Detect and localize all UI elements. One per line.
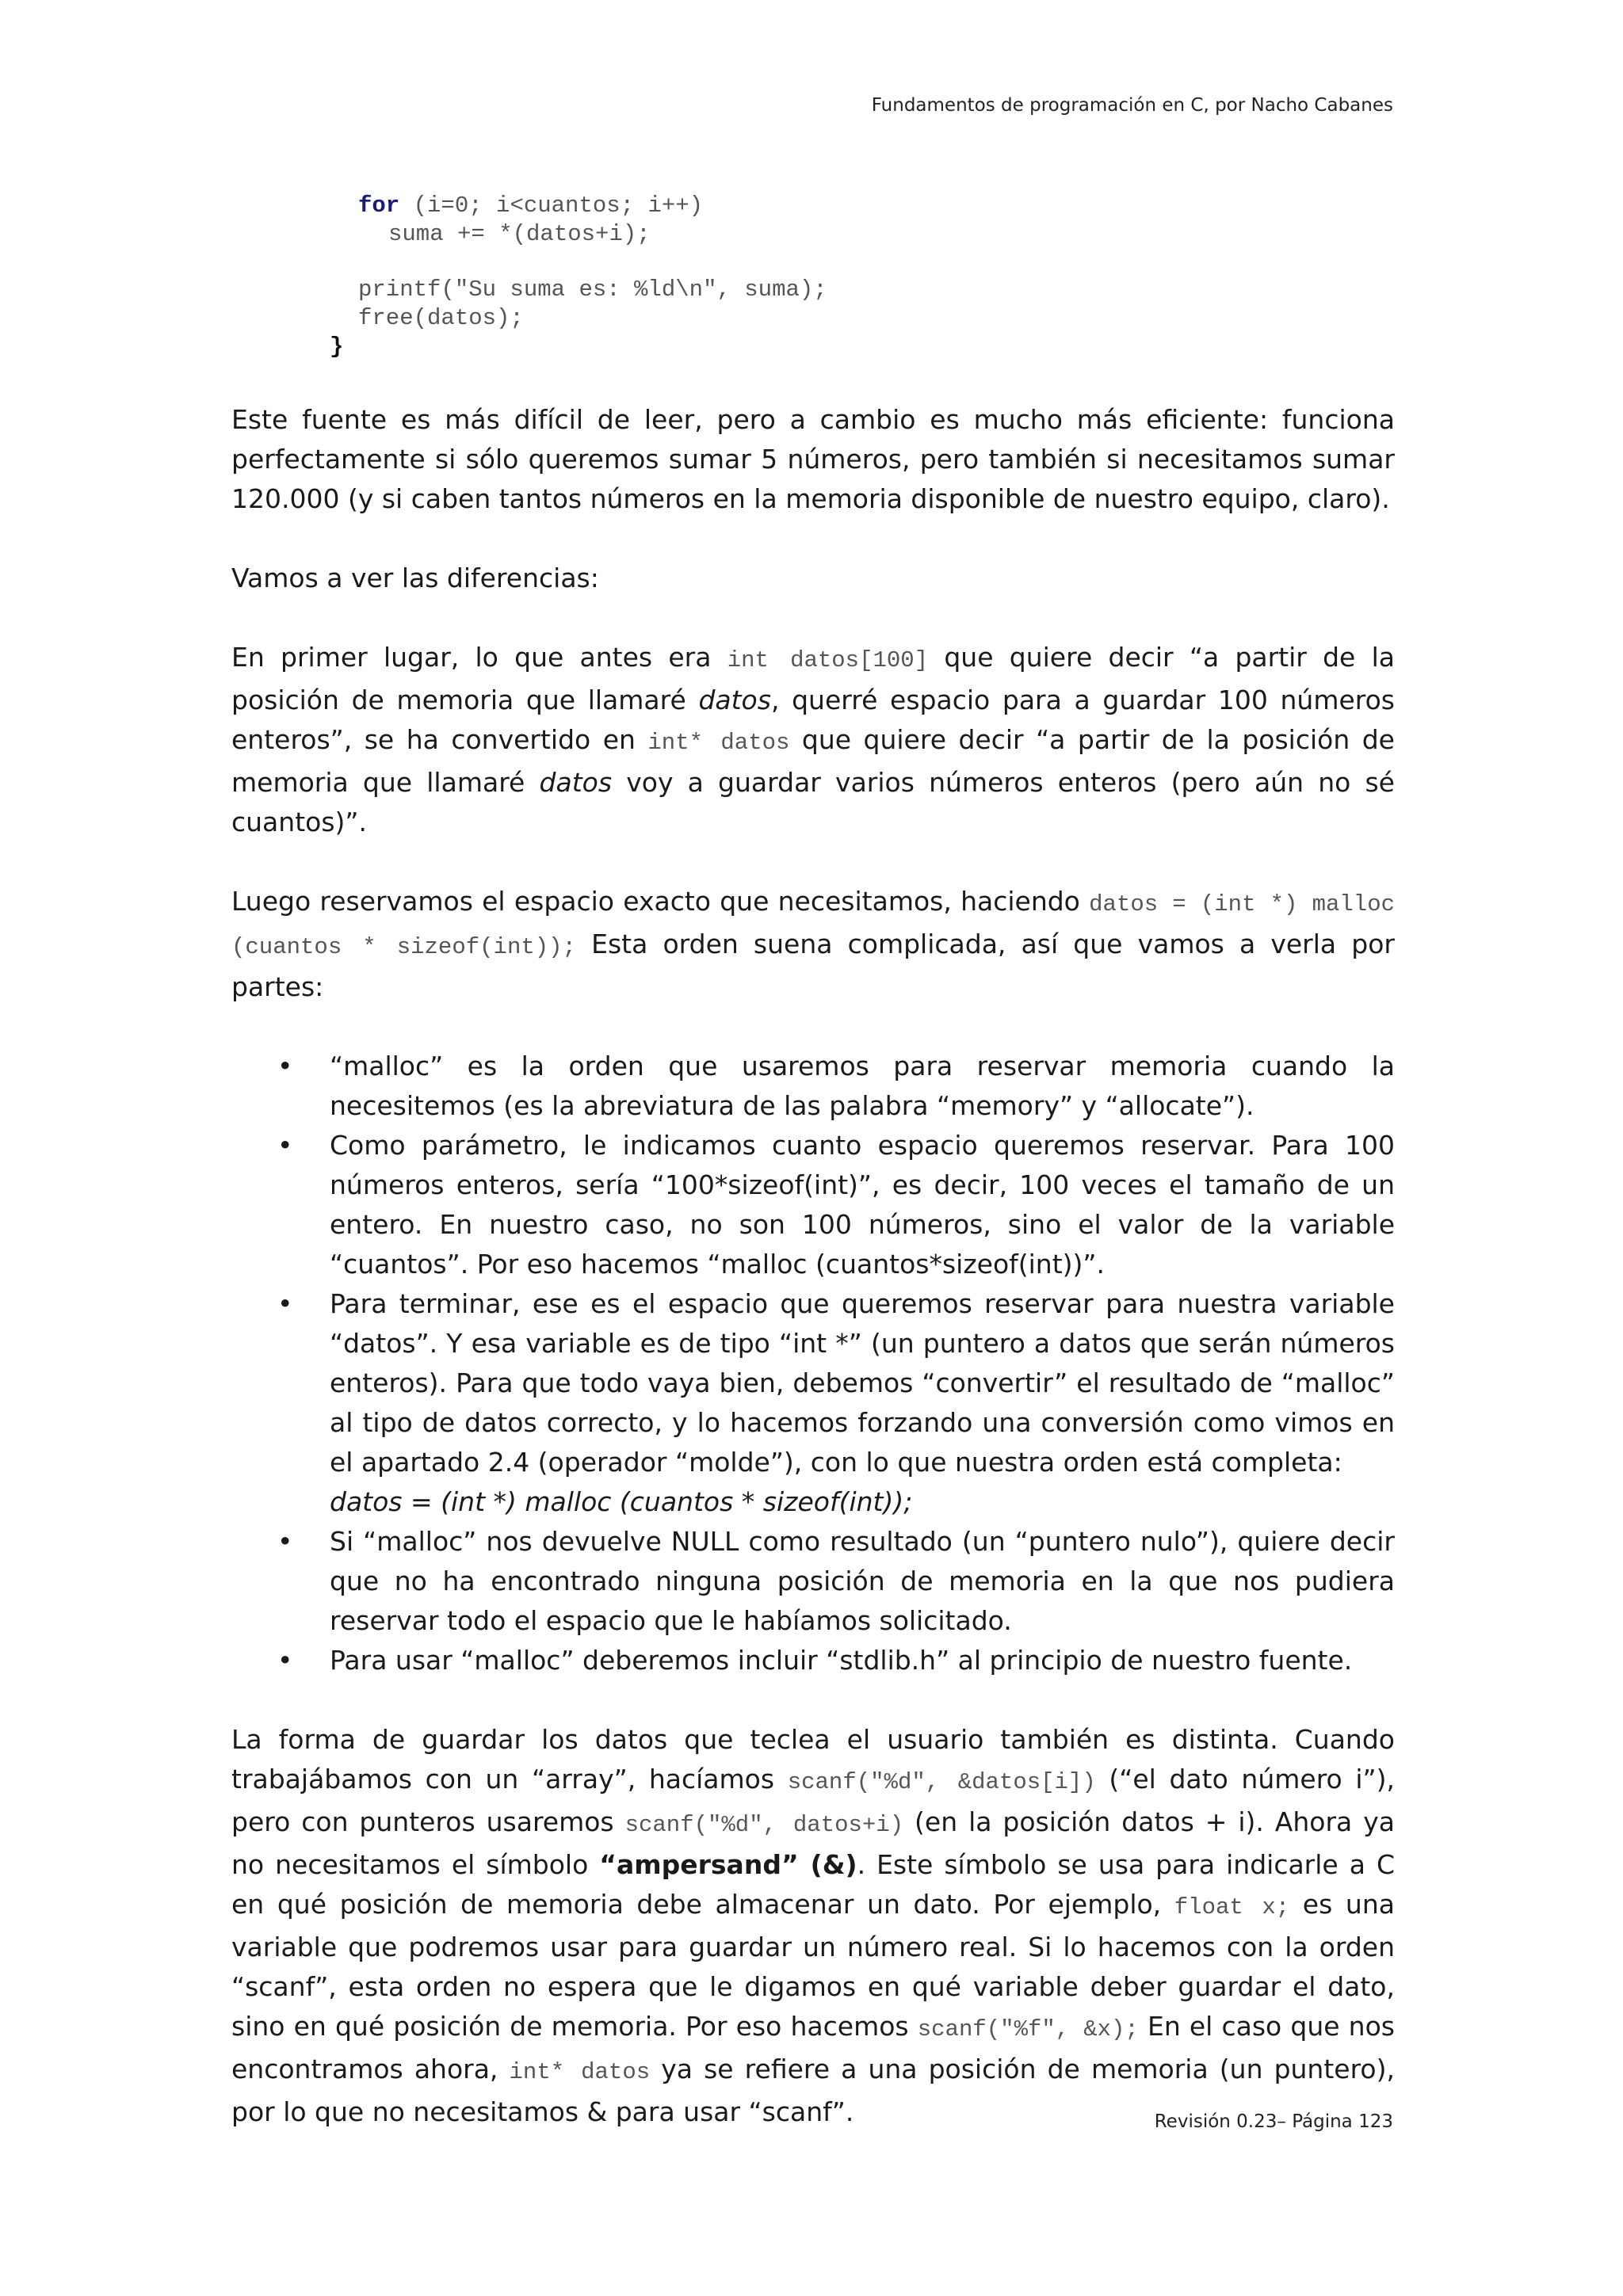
list-item: • Si “malloc” nos devuelve NULL como resultado (un “puntero nulo”), quiere decir que no ha encontrado ninguna posición de memoria en la que nos pudiera reservar todo el espacio que le habíamos solicitado. (231, 1522, 1395, 1641)
bold-ampersand: “ampersand” (&) (599, 1849, 857, 1880)
list-item: • “malloc” es la orden que usaremos para reservar memoria cuando la necesitemos (es la abreviatura de las palabra “memory” y “allocate”). (231, 1047, 1395, 1126)
inline-code-scanf-float: scanf("%f", &x); (917, 2016, 1139, 2042)
body-text (231, 400, 1395, 2172)
inline-code-scanf-array: scanf("%d", &datos[i]) (787, 1769, 1096, 1795)
bullet-icon: • (277, 1051, 293, 1081)
list-item: • Para terminar, ese es el espacio que queremos reservar para nuestra variable “datos”. Y esa variable es de tipo “int *” (un puntero a datos que serán números enteros). Para que todo vaya bien, debemos “convertir” el resultado de “malloc” al tipo de datos correcto, y lo hacemos forzando una conversión como vimos en el apartado 2.4 (operador “molde”), con lo que nuestra orden está completa: datos = (int *) malloc (cuantos * sizeof(int)); (231, 1284, 1395, 1522)
inline-code-int-ptr-datos: int* datos (647, 730, 790, 756)
paragraph-intro: Este fuente es más difícil de leer, pero a cambio es mucho más eficiente: funciona perfectamente si sólo queremos sumar 5 números, pero también si necesitamos sumar 120.000 (y si caben tantos números en la memoria disponible de nuestro equipo, claro). (231, 404, 1395, 514)
paragraph-differences: Vamos a ver las diferencias: (231, 563, 599, 593)
paragraph-malloc: Luego reservamos el espacio exacto que necesitamos, haciendo datos = (int *) malloc (cuantos * sizeof(int)); Esta orden suena complicada, así que vamos a verla por partes: (231, 886, 1395, 1002)
code-line-printf: printf("Su suma es: %ld\n", suma); (358, 277, 827, 303)
code-line-free: free(datos); (358, 305, 524, 331)
paragraph-scanf: La forma de guardar los datos que teclea el usuario también es distinta. Cuando trabajábamos con un “array”, hacíamos scanf("%d", &datos[i]) (“el dato número i”), pero con punteros usaremos scanf("%d", datos+i) (en la posición datos + i). Ahora ya no necesitamos el símbolo “ampersand” (&). Este símbolo se usa para indicarle a C en qué posición de memoria debe almacenar un dato. Por ejemplo, float x; es una variable que podremos usar para guardar un número real. Si lo hacemos con la orden “scanf”, esta orden no espera que le digamos en qué variable deber guardar el dato, sino en qué posición de memoria. Por eso hacemos scanf("%f", &x); En el caso que nos encontramos ahora, int* datos ya se refiere a una posición de memoria (un puntero), por lo que no necesitamos & para usar “scanf”. (231, 1724, 1395, 2127)
bullet-icon: • (277, 1130, 293, 1161)
bullet-list (231, 1047, 1395, 1680)
bullet-icon: • (277, 1526, 293, 1557)
code-line-for: for (i=0; i<cuantos; i++) (358, 193, 704, 219)
list-item: • Para usar “malloc” deberemos incluir “stdlib.h” al principio de nuestro fuente. (231, 1641, 1395, 1680)
inline-code-int-ptr-datos-2: int* datos (509, 2059, 651, 2085)
code-line-close-brace: } (330, 334, 344, 360)
inline-code-malloc: datos = (int *) malloc (cuantos * sizeof(int)); (231, 891, 1395, 960)
paragraph-first-difference: En primer lugar, lo que antes era int datos[100] que quiere decir “a partir de la posición de memoria que llamaré datos, querré espacio para a guardar 100 números enteros”, se ha convertido en int* datos que quiere decir “a partir de la posición de memoria que llamaré datos voy a guardar varios números enteros (pero aún no sé cuantos)”. (231, 642, 1395, 837)
bullet-icon: • (277, 1645, 293, 1676)
italic-code-line: datos = (int *) malloc (cuantos * sizeof(int)); (330, 1486, 913, 1517)
page-header: Fundamentos de programación en C, por Nacho Cabanes (871, 95, 1393, 116)
inline-code-float-x: float x; (1174, 1894, 1290, 1920)
inline-code-int-datos-100: int datos[100] (727, 647, 929, 673)
inline-code-scanf-pointer: scanf("%d", datos+i) (624, 1812, 904, 1838)
page-footer: Revisión 0.23– Página 123 (1154, 2111, 1393, 2132)
code-line-sum: suma += *(datos+i); (388, 221, 651, 247)
list-item: • Como parámetro, le indicamos cuanto espacio queremos reservar. Para 100 números enteros, sería “100*sizeof(int)”, es decir, 100 veces el tamaño de un entero. En nuestro caso, no son 100 números, sino el valor de la variable “cuantos”. Por eso hacemos “malloc (cuantos*sizeof(int))”. (231, 1126, 1395, 1284)
bullet-icon: • (277, 1288, 293, 1319)
